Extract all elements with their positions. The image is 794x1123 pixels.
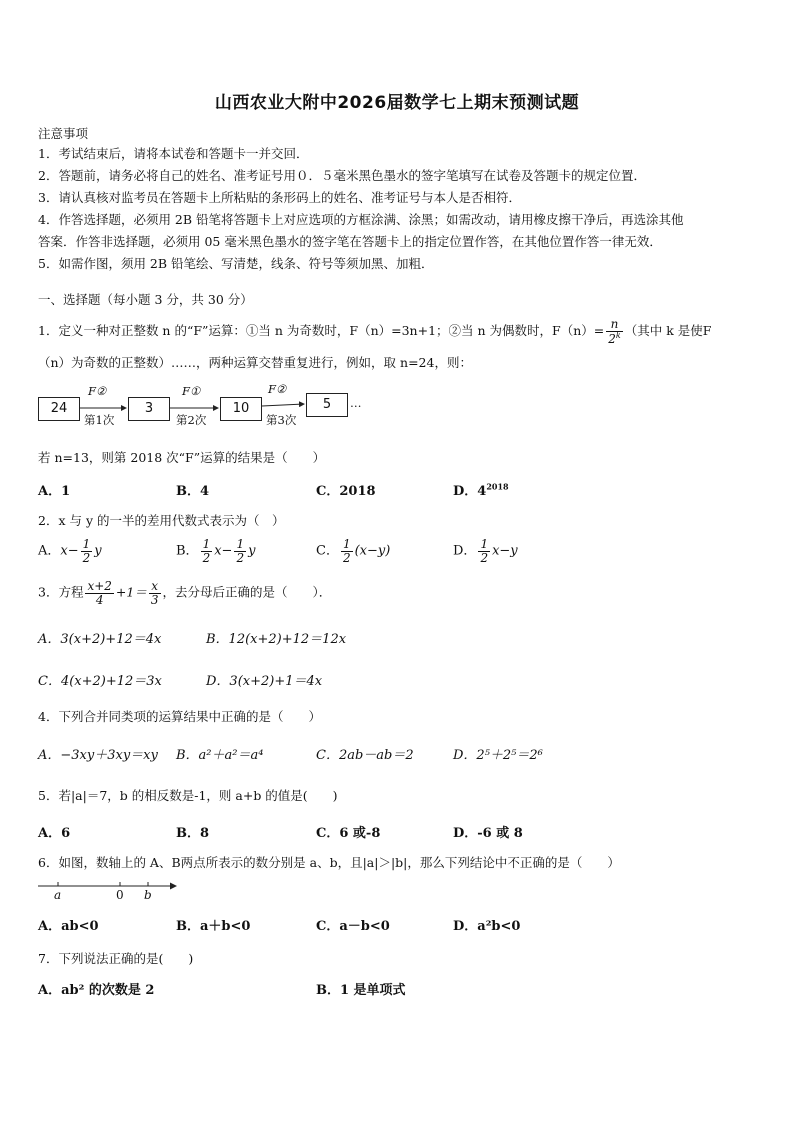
q2-option-label: A． [38,543,61,559]
seq-op-label: F② [88,384,107,398]
q1-stem-part-b: （其中 k 是使F [624,323,712,339]
q6-option-a: A．ab<0 [38,919,99,934]
q5-option-d: D．-6 或 8 [453,826,523,841]
q4-option-b: B．a²＋a²＝a⁴ [176,748,264,763]
q1-option-b: B．4 [176,484,210,499]
q5-option-a: A．6 [38,826,71,841]
q4-stem: 4．下列合并同类项的运算结果中正确的是（ ） [38,709,321,724]
seq-op-label: F① [182,384,201,398]
section-heading: 一、选择题（每小题 3 分，共 30 分） [38,292,253,307]
q2-option-label: C． [316,543,339,559]
seq-step-label: 第3次 [266,413,297,427]
q1-fraction [606,318,623,345]
notice-item: 4．作答选择题，必须用 2B 铅笔将答题卡上对应选项的方框涂满、涂黑；如需改动，请用橡皮擦干净后，再选涂其他 [38,212,684,227]
q6-option-c: C．a－b<0 [316,919,390,934]
q2-option-a: A．x− $\frac{1}{2}$ y [38,537,102,565]
notice-item: 5．如需作图，须用 2B 铅笔绘、写清楚，线条、符号等须加黑、加粗． [38,256,434,271]
q6-option-d: D．a²b<0 [453,919,521,934]
q2-stem: 2．x 与 y 的一半的差用代数式表示为（ ） [38,513,285,528]
notice-item: 3．请认真核对监考员在答题卡上所粘贴的条形码上的姓名、准考证号与本人是否相符． [38,190,521,205]
q2-option-c: C． $\frac{1}{2}$ (x−y) [316,537,391,565]
seq-step-label: 第2次 [176,413,207,427]
q1-stem-line1 [38,318,711,345]
q2-option-b: B． $\frac{1}{2}$ x− $\frac{1}{2}$ y [176,537,256,565]
axis-label-a: a [54,888,62,902]
seq-op-label: F② [268,382,287,396]
q1-frac-num: n [606,318,623,332]
q1-question: 若 n=13，则第 2018 次“F”运算的结果是（ ） [38,450,326,465]
q1-option-c: C．2018 [316,484,376,499]
q1-frac-den: 2 [608,331,616,346]
q4-option-a: A．−3xy＋3xy＝xy [38,748,158,763]
q3-stem-b: ，去分母后正确的是（ ）． [162,584,332,600]
q3-stem-a: 3．方程 [38,584,84,600]
seq-step-label: 第1次 [84,413,115,427]
axis-label-b: b [144,888,152,902]
q6-stem: 6．如图，数轴上的 A、B两点所表示的数分别是 a、b，且|a|＞|b|，那么下列结论中不正确的是（ ） [38,855,620,870]
notice-item: 答案．作答非选择题，必须用 05 毫米黑色墨水的签字笔在答题卡上的指定位置作答，在其他位置作答一律无效． [38,234,662,249]
q1-stem-part-a: 1．定义一种对正整数 n 的“F”运算：①当 n 为奇数时，F（n）=3n+1；②当 n 为偶数时，F（n）= [38,323,605,339]
q3-stem: 3．方程 $\frac{x+2}{4}$ +1＝ $\frac{x}{3}$ ，去分母后正确的是（ ）． [38,579,332,607]
q6-number-line [36,876,186,906]
q3-option-d: D．3(x+2)+1＝4x [206,674,323,689]
q5-stem: 5．若|a|＝7，b 的相反数是-1，则 a+b 的值是( ) [38,788,338,803]
q3-option-c: C．4(x+2)+12＝3x [38,674,162,689]
q4-option-d: D．2⁵＋2⁵＝2⁶ [453,748,543,763]
q2-option-label: D． [453,543,477,559]
q5-option-c: C．6 或-8 [316,826,381,841]
q3-option-b: B．12(x+2)+12＝12x [206,632,347,647]
notice-heading: 注意事项 [38,126,89,141]
q4-option-c: C．2ab－ab＝2 [316,748,414,763]
seq-box: 5 [306,393,348,417]
q1-option-d [453,480,509,499]
q2-option-label: B． [176,543,199,559]
seq-box: 3 [128,397,170,421]
seq-ellipsis: … [350,396,362,410]
q7-option-b: B．1 是单项式 [316,983,406,998]
q2-option-d: D． $\frac{1}{2}$ x−y [453,537,518,565]
q6-option-b: B．a＋b<0 [176,919,251,934]
q1-option-a: A．1 [38,484,71,499]
q3-option-a: A．3(x+2)+12＝4x [38,632,162,647]
seq-box: 10 [220,397,262,421]
q1-frac-den-exp: k [615,330,621,340]
q1-option-d-base: D．4 [453,484,487,499]
notice-item: 2．答题前，请务必将自己的姓名、准考证号用０．５毫米黑色墨水的签字笔填写在试卷及答题卡的规定位置． [38,168,646,183]
q5-option-b: B．8 [176,826,210,841]
q1-option-d-exp: 2018 [486,481,509,492]
q1-stem-line2: （n）为奇数的正整数）……，两种运算交替重复进行，例如，取 n=24，则： [38,355,472,370]
notice-item: 1．考试结束后，请将本试卷和答题卡一并交回． [38,146,309,161]
axis-label-zero: 0 [116,888,124,902]
page-title: 山西农业大附中2026届数学七上期末预测试题 [214,93,580,113]
seq-box: 24 [38,397,80,421]
q7-stem: 7．下列说法正确的是( ) [38,951,194,966]
q7-option-a: A．ab² 的次数是 2 [38,983,155,998]
q1-sequence-diagram [36,384,366,432]
